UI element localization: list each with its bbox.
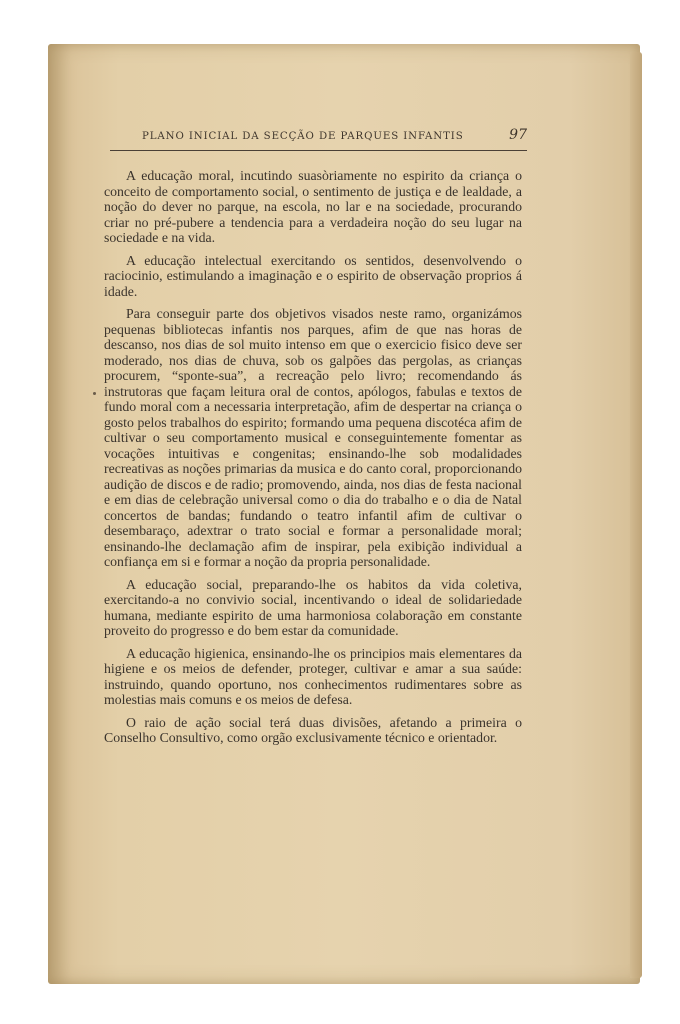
body-text	[104, 168, 522, 753]
ink-speck	[93, 392, 96, 395]
paragraph-intellectual-education: A educação intelectual exercitando os sentidos, desenvolvendo o raciocinio, estimulando a imaginação e o espirito de observação proprios á idade.	[104, 252, 522, 299]
page-number: 97	[509, 127, 527, 143]
header-rule	[110, 150, 527, 151]
paragraph-moral-education: A educação moral, incutindo suasòriamente no espirito da criança o conceito de comportamento social, o sentimento de justiça e de lealdade, a noção do dever no parque, na escola, no lar e na sociedade, procurando criar no pré-pubere a tendencia para a verdadeira noção do seu lugar na sociedade e na vida.	[104, 168, 522, 245]
running-title: PLANO INICIAL DA SECÇÃO DE PARQUES INFANTIS	[142, 131, 464, 142]
page-edge	[630, 52, 642, 978]
paragraph-social-education: A educação social, preparando-lhe os habitos da vida coletiva, exercitando-a no convivio social, incentivando o ideal de solidariedade humana, mediante espirito de uma harmoniosa colaboração em constante proveito do progresso e do bem estar da comunidade.	[104, 576, 522, 638]
paragraph-hygiene-education: A educação higienica, ensinando-lhe os principios mais elementares da higiene e os meios de defender, proteger, cultivar e amar a sua saúde: instruindo, quando oportuno, nos conhecimentos rudimentares sobre as molestias mais comuns e os meios de defesa.	[104, 645, 522, 707]
running-header	[142, 127, 527, 143]
paragraph-libraries-and-activities: Para conseguir parte dos objetivos visados neste ramo, organizámos pequenas bibliotecas infantis nos parques, afim de que nas horas de descanso, nos dias de sol muito intenso em que o exercicio fisico deve ser moderado, nos dias de chuva, sob os galpões das pergolas, as crianças procurem, “sponte-sua”, a recreação pelo livro; recomendando ás instrutoras que façam leitura oral de contos, apólogos, fabulas e textos de fundo moral com a necessaria interpretação, afim de despertar na criança o gosto pelos trabalhos do espirito; formando uma pequena discotéca afim de cultivar o seu comportamento musical e conseguintemente fomentar as vocações intuitivas e congenitas; ensinando-lhe sob modalidades recreativas as noções primarias da musica e do canto coral, proporcionando audição de discos e de radio; promovendo, ainda, nos dias de festa nacional e em dias de celebração universal como o dia do trabalho e o dia de Natal concertos de bandas; fundando o teatro infantil afim de cultivar o desembaraço, adextrar o trato social e formar a personalidade moral; ensinando-lhe declamação afim de inspirar, pela exibição individual a confiança em si e formar a noção da propria personalidade.	[104, 306, 522, 569]
paragraph-social-action: O raio de ação social terá duas divisões, afetando a primeira o Conselho Consultivo, como orgão exclusivamente técnico e orientador.	[104, 714, 522, 745]
